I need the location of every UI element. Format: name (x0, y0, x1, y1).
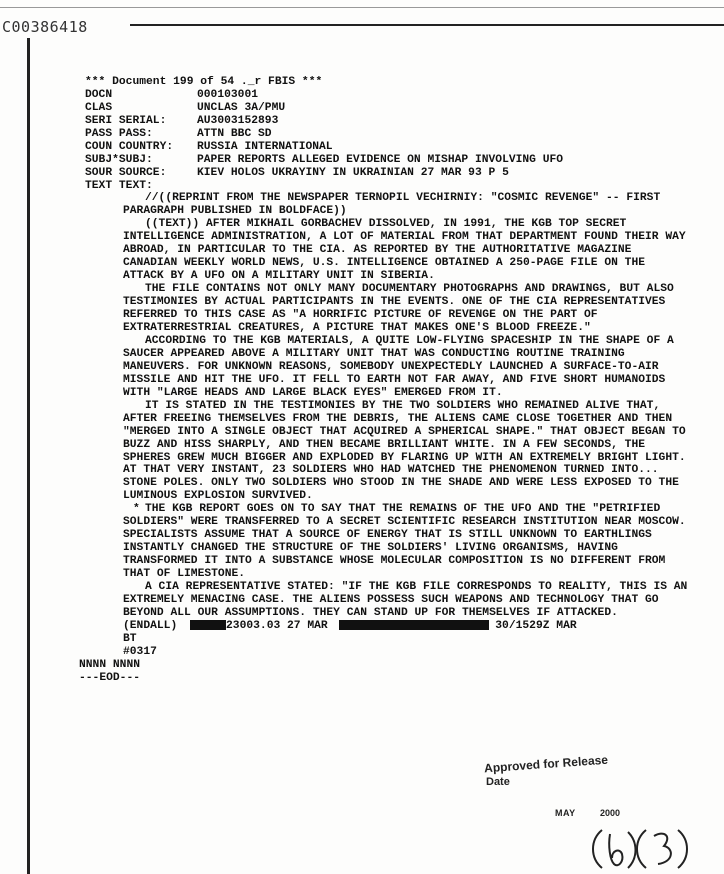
text-paragraph (123, 581, 689, 620)
header-row (85, 167, 685, 180)
release-stamp: Approved for Release (483, 752, 609, 776)
header-value: KIEV HOLOS UKRAYINY IN UKRAINIAN 27 MAR 93 P 5 (197, 166, 509, 179)
text-paragraph (123, 400, 689, 504)
text-paragraph (123, 283, 689, 335)
left-margin-bar (27, 38, 30, 874)
paragraph-text: THE KGB REPORT GOES ON TO SAY THAT THE REMAINS OF THE UFO AND THE "PETRIFIED SOLDIERS" WERE TRANSFERRED TO A SECRET SCIENTIFIC RESEARCH INSTITUTION NEAR MOSCOW. SPECIALISTS ASSUME THAT A SOURCE OF ENERGY THAT IS STILL UNKNOWN TO EARTHLINGS INSTANTLY CHANGED THE STRUCTURE OF THE SOLDIERS' LIVING ORGANISMS, HAVING TRANSFORMED IT INTO A SUBSTANCE WHOSE MOLECULAR COMPOSITION IS NO DIFFERENT FROM THAT OF LIMESTONE. (123, 503, 686, 581)
top-rule (0, 7, 724, 8)
footer-line-bt: BT (123, 632, 137, 645)
header-row (85, 128, 685, 141)
paragraph-text: IT IS STATED IN THE TESTIMONIES BY THE TWO SOLDIERS WHO REMAINED ALIVE THAT, AFTER FREEING THEMSELVES FROM THE DEBRIS, THE ALIENS CAME CLOSE TOGETHER AND THEN "MERGED INTO A SINGLE OBJECT THAT ACQUIRED A SPHERICAL SHAPE." THAT OBJECT BEGAN TO BUZZ AND HISS SHARPLY, AND THEN BECAME BRILLIANT WHITE. IN A FEW SECONDS, THE SPHERES GREW MUCH BIGGER AND EXPLODED BY FLARING UP WITH AN EXTREMELY BRIGHT LIGHT. AT THAT VERY INSTANT, 23 SOLDIERS WHO HAD WATCHED THE PHENOMENON TURNED INTO... STONE POLES. ONLY TWO SOLDIERS WHO STOOD IN THE SHADE AND WERE LESS EXPOSED TO THE LUMINOUS EXPLOSION SURVIVED. (123, 399, 686, 503)
header-row (85, 141, 685, 154)
release-date-label: Date (486, 776, 510, 788)
document-body (79, 76, 688, 685)
header-row (85, 102, 685, 115)
header-key: PASS PASS: (85, 127, 153, 140)
release-month: MAY (555, 808, 576, 818)
document-text (123, 192, 689, 619)
header-row (85, 154, 685, 167)
header-key: SUBJ*SUBJ: (85, 153, 153, 166)
endall-part1: 23003.03 27 MAR (226, 619, 328, 632)
header-value: 000103001 (197, 88, 259, 101)
header-fields (85, 89, 685, 193)
redaction-block (339, 620, 489, 630)
header-value: PAPER REPORTS ALLEGED EVIDENCE ON MISHAP INVOLVING UFO (197, 153, 564, 166)
header-key: COUN COUNTRY: (85, 140, 174, 153)
header-key: CLAS (85, 101, 113, 114)
paragraph-text: ACCORDING TO THE KGB MATERIALS, A QUITE LOW-FLYING SPACESHIP IN THE SHAPE OF A SAUCER APPEARED ABOVE A MILITARY UNIT THAT WAS CONDUCTING ROUTINE TRAINING MANEUVERS. FOR UNKNOWN REASONS, SOMEBODY UNEXPECTEDLY LAUNCHED A SURFACE-TO-AIR MISSILE AND HIT THE UFO. IT FELL TO EARTH NOT FAR AWAY, AND FIVE SHORT HUMANOIDS WITH "LARGE HEADS AND LARGE BLACK EYES" EMERGED FROM IT. (123, 334, 674, 399)
header-key: SOUR SOURCE: (85, 166, 167, 179)
margin-asterisk: * (133, 503, 140, 516)
header-row (85, 180, 685, 193)
header-key: TEXT TEXT: (85, 179, 153, 192)
paragraph-text: THE FILE CONTAINS NOT ONLY MANY DOCUMENTARY PHOTOGRAPHS AND DRAWINGS, BUT ALSO TESTIMONIES BY ACTUAL PARTICIPANTS IN THE EVENTS. ONE OF THE CIA REPRESENTATIVES REFERRED TO THIS CASE AS "A HORRIFIC PICTURE OF REVENGE ON THE PART OF EXTRATERRESTRIAL CREATURES, A PICTURE THAT MAKES ONE'S BLOOD FREEZE." (123, 283, 674, 334)
release-year: 2000 (600, 808, 621, 818)
handwritten-exemption-mark (588, 826, 698, 870)
text-paragraph (123, 218, 689, 283)
header-value: UNCLAS 3A/PMU (197, 101, 286, 114)
endall-line (123, 620, 685, 633)
header-key: DOCN (85, 88, 113, 101)
text-paragraph (123, 503, 689, 581)
header-key: SERI SERIAL: (85, 114, 167, 127)
document-title-line: *** Document 199 of 54 ._r FBIS *** (85, 76, 323, 88)
endall-prefix: (ENDALL) (123, 619, 178, 632)
text-paragraph (123, 192, 689, 218)
paragraph-text: ((TEXT)) AFTER MIKHAIL GORBACHEV DISSOLVED, IN 1991, THE KGB TOP SECRET INTELLIGENCE ADMINISTRATION, A LOT OF MATERIAL FROM THAT DEPARTMENT FOUND THEIR WAY ABROAD, IN PARTICULAR TO THE CIA. AS REPORTED BY THE AUTHORITATIVE MAGAZINE CANADIAN WEEKLY WORLD NEWS, U.S. INTELLIGENCE OBTAINED A 250-PAGE FILE ON THE ATTACK BY A UFO ON A MILITARY UNIT IN SIBERIA. (123, 218, 686, 283)
header-value: RUSSIA INTERNATIONAL (197, 140, 333, 153)
paragraph-text: A CIA REPRESENTATIVE STATED: "IF THE KGB FILE CORRESPONDS TO REALITY, THIS IS AN EXTREMELY MENACING CASE. THE ALIENS POSSESS SUCH WEAPONS AND TECHNOLOGY THAT GO BEYOND ALL OUR ASSUMPTIONS. THEY CAN STAND UP FOR THEMSELVES IF ATTACKED. (123, 581, 688, 619)
nnnn-line: NNNN NNNN (79, 658, 141, 671)
header-value: AU3003152893 (197, 114, 279, 127)
endall-part2: 30/1529Z MAR (495, 619, 577, 632)
redaction-block (190, 620, 226, 630)
document-id: C00386418 (2, 18, 88, 36)
eod-line: ---EOD--- (79, 671, 141, 684)
header-value: ATTN BBC SD (197, 127, 272, 140)
text-paragraph (123, 335, 689, 400)
header-row (85, 115, 685, 128)
footer-line-number: #0317 (123, 645, 157, 658)
header-row (85, 89, 685, 102)
paragraph-text: //((REPRINT FROM THE NEWSPAPER TERNOPIL VECHIRNIY: "COSMIC REVENGE" -- FIRST PARAGRAPH PUBLISHED IN BOLDFACE)) (123, 192, 661, 218)
header-rule (130, 24, 724, 26)
